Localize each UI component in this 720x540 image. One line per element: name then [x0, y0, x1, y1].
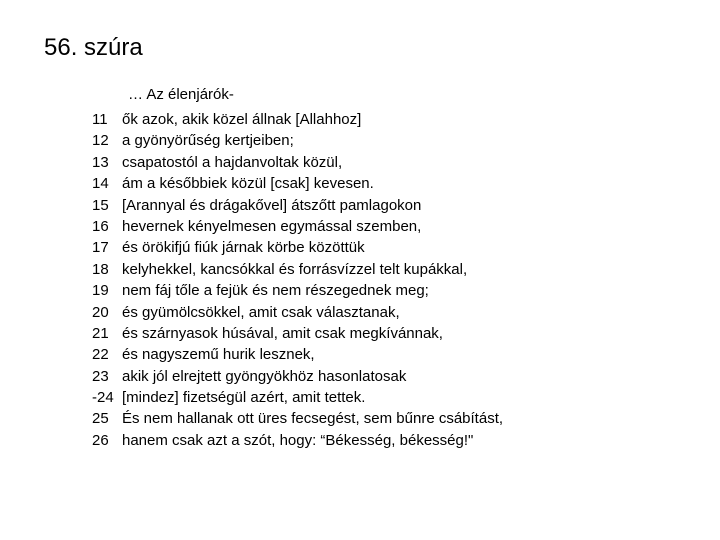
verse-number: 14	[92, 175, 109, 193]
verse-number: 23	[92, 367, 109, 385]
verse-text: És nem hallanak ott üres fecsegést, sem bűnre csábítást,	[122, 410, 504, 428]
verse-number: 13	[92, 153, 109, 171]
verse-text: akik jól elrejtett gyöngyökhöz hasonlatosak	[122, 367, 407, 385]
verse-text: nem fáj tőle a fejük és nem részegednek meg;	[122, 282, 429, 300]
verse-line	[92, 323, 503, 344]
verse-text: és szárnyasok húsával, amit csak megkívánnak,	[122, 324, 443, 342]
verse-number: 18	[92, 260, 109, 278]
verse-number: 11	[92, 111, 108, 128]
verse-number: 20	[92, 303, 109, 321]
verse-text: és nagyszemű hurik lesznek,	[122, 346, 315, 364]
verse-line	[92, 216, 503, 237]
verse-number: 16	[92, 217, 109, 235]
verse-number: -24	[92, 389, 114, 407]
verse-text: hanem csak azt a szót, hogy: “Békesség, békesség!"	[122, 431, 474, 449]
verse-text: hevernek kényelmesen egymással szemben,	[122, 217, 422, 235]
verse-line	[92, 366, 503, 387]
verse-line	[92, 259, 503, 280]
verse-text: kelyhekkel, kancsókkal és forrásvízzel telt kupákkal,	[122, 260, 468, 278]
verse-number: 26	[92, 431, 109, 449]
verse-line	[92, 344, 503, 365]
verse-line	[92, 130, 503, 151]
verse-number: 25	[92, 410, 109, 428]
verse-list	[92, 109, 503, 451]
verse-line	[92, 109, 503, 130]
verse-number: 21	[92, 324, 109, 342]
intro-line: … Az élenjárók-	[128, 86, 234, 103]
verse-text: ám a későbbiek közül [csak] kevesen.	[122, 175, 374, 193]
verse-text: csapatostól a hajdanvoltak közül,	[122, 153, 343, 171]
verse-text: ők azok, akik közel állnak [Allahhoz]	[122, 111, 362, 128]
verse-number: 12	[92, 132, 109, 150]
verse-line	[92, 387, 503, 408]
verse-line	[92, 152, 503, 173]
verse-number: 22	[92, 346, 109, 364]
page-title: 56. szúra	[44, 34, 143, 61]
verse-line	[92, 302, 503, 323]
verse-number: 15	[92, 196, 109, 214]
verse-line	[92, 237, 503, 258]
verse-text: és örökifjú fiúk járnak körbe közöttük	[122, 239, 365, 257]
verse-text: [mindez] fizetségül azért, amit tettek.	[122, 389, 366, 407]
verse-text: a gyönyörűség kertjeiben;	[122, 132, 294, 150]
verse-text: [Arannyal és drágakővel] átszőtt pamlagokon	[122, 196, 422, 214]
verse-line	[92, 173, 503, 194]
verse-text: és gyümölcsökkel, amit csak választanak,	[122, 303, 400, 321]
verse-line	[92, 195, 503, 216]
verse-number: 17	[92, 239, 109, 257]
verse-number: 19	[92, 282, 109, 300]
verse-line	[92, 430, 503, 451]
verse-line	[92, 280, 503, 301]
verse-line	[92, 408, 503, 429]
